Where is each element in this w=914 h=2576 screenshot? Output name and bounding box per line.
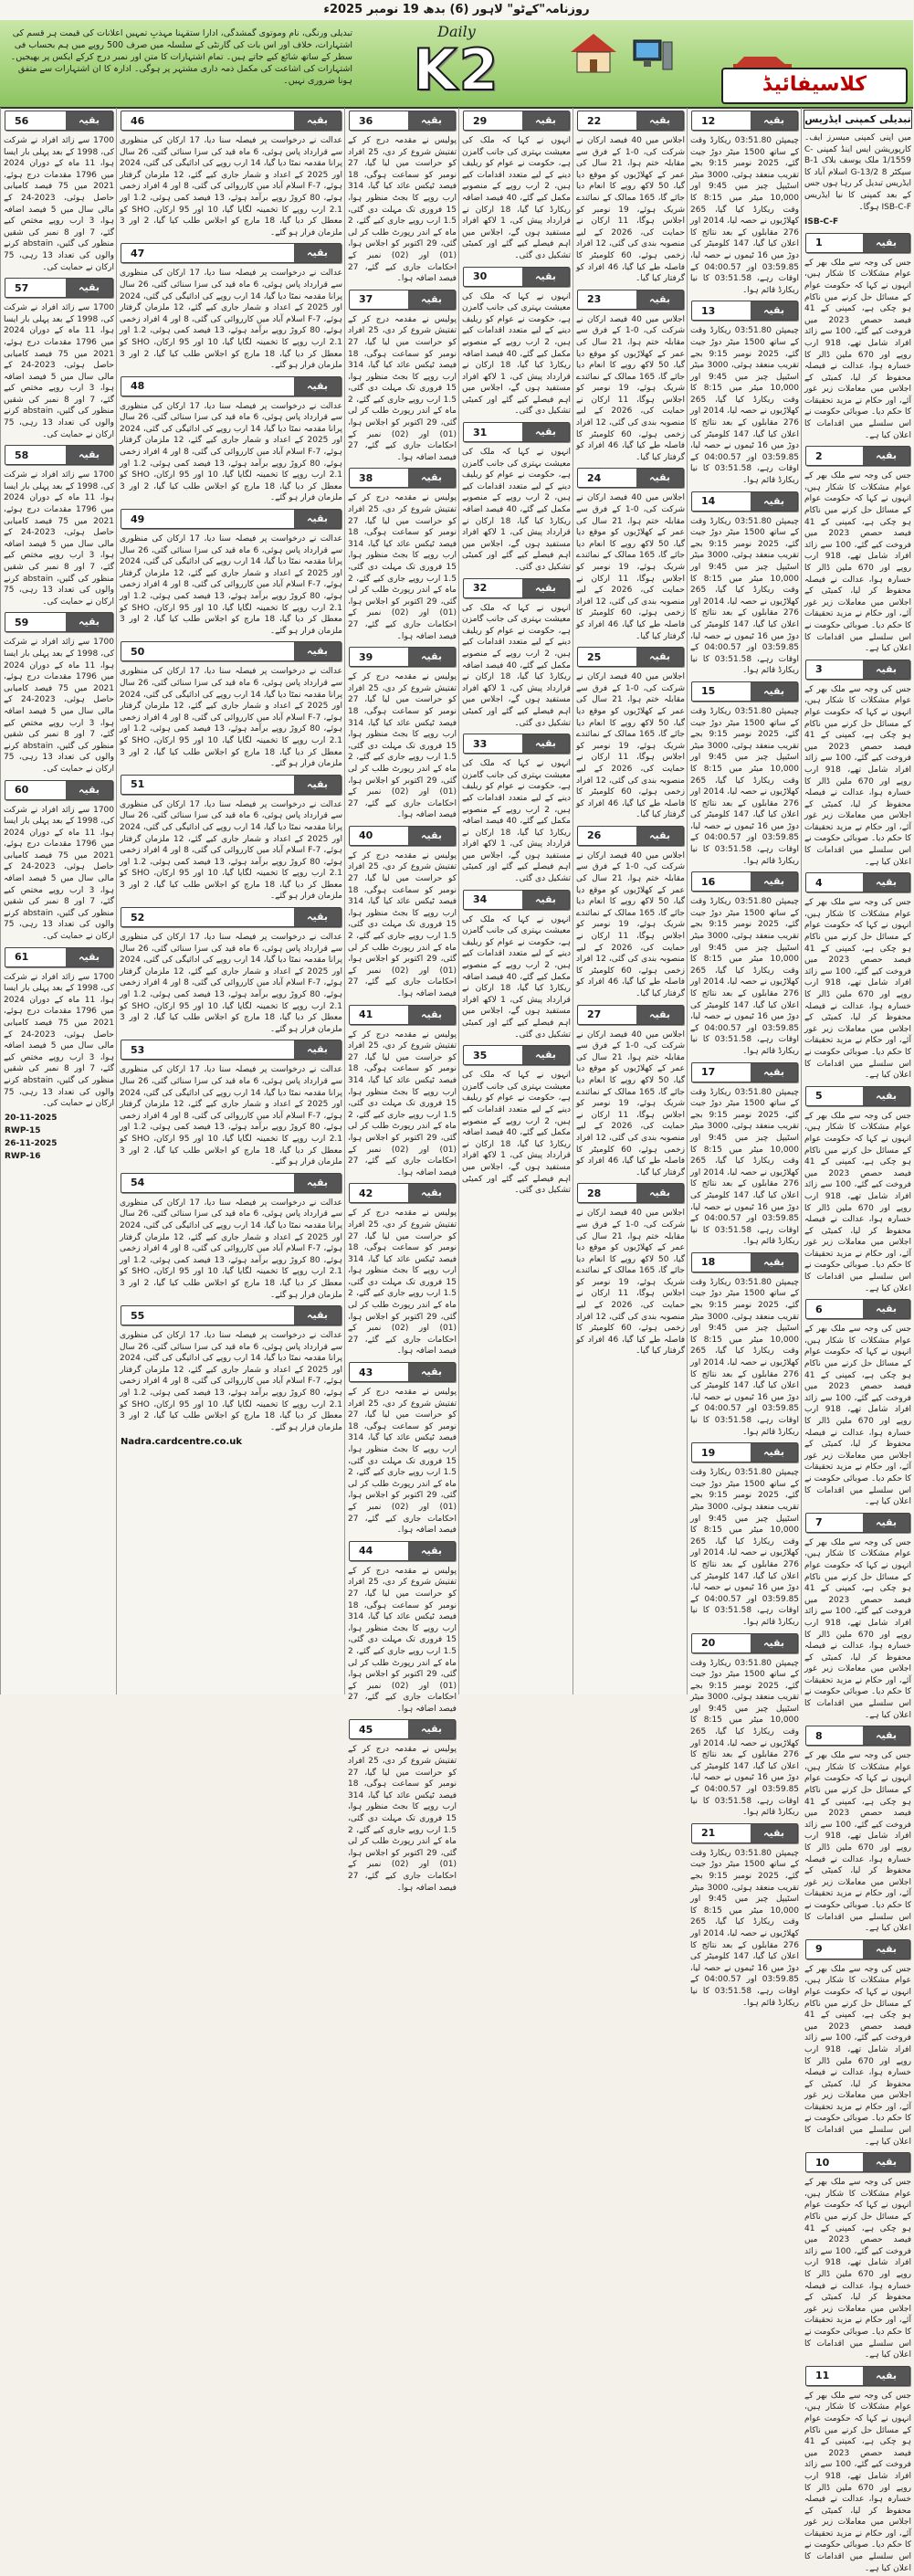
bqiya-number: 36 — [359, 114, 373, 127]
bqiya-box-15 — [691, 681, 798, 702]
bqiya-number: 31 — [473, 426, 488, 438]
article-text: انہوں نے کہا کہ ملک کی معیشت بہتری کی جانب گامزن ہے، حکومت نے عوام کو ریلیف دینے کے لیے متعدد اقدامات کیے ہیں، 2 ارب روپے کے منصوبے مکمل کیے گئے، 40 فیصد اضافہ ریکارڈ کیا گیا، 18 ارکان نے قرارداد پیش کی، 1 لاکھ افراد مستفید ہوں گے، اجلاس میں اہم فیصلے کیے گئے اور کمیٹی تشکیل دی گئی۔ — [462, 448, 572, 572]
bqiya-label: بقیہ — [522, 1046, 569, 1064]
bqiya-box-56 — [5, 111, 113, 131]
address-code: ISB-C-F — [804, 217, 839, 227]
bqiya-number: 32 — [473, 582, 488, 595]
bqiya-box-19 — [691, 1442, 798, 1462]
column-4 — [458, 108, 573, 1694]
bqiya-box-40 — [349, 826, 456, 846]
dateline: روزنامہ"کےٹو" لاہور (6) بدھ 19 نومبر 2025ء — [323, 3, 590, 16]
bqiya-box-46 — [121, 111, 341, 131]
bqiya-box-2 — [805, 446, 910, 466]
bqiya-number: 37 — [359, 293, 373, 306]
article-text: پولیس نے مقدمہ درج کر کے تفتیش شروع کر دی، 25 افراد کو حراست میں لیا گیا، 27 نومبر کو سماعت ہوگی، 18 فیصد ٹیکس عائد کیا گیا، 314 ارب روپے کا بجٹ منظور ہوا، 15 فروری تک مہلت دی گئی، 1.5 ارب روپے جاری کیے گئے، 2 ماہ کے اندر رپورٹ طلب کر لی گئی، 29 اکتوبر کو اجلاس ہوا، (01) اور (02) نمبر کے احکامات جاری کیے گئے، 27 فیصد اضافہ ہوا۔ — [348, 1566, 457, 1714]
bqiya-box-35 — [463, 1045, 570, 1065]
article-text: انہوں نے کہا کہ ملک کی معیشت بہتری کی جانب گامزن ہے، حکومت نے عوام کو ریلیف دینے کے لیے متعدد اقدامات کیے ہیں، 2 ارب روپے کے منصوبے مکمل کیے گئے، 40 فیصد اضافہ ریکارڈ کیا گیا، 18 ارکان نے قرارداد پیش کی، 1 لاکھ افراد مستفید ہوں گے، اجلاس میں اہم فیصلے کیے گئے اور کمیٹی تشکیل دی گئی۔ — [462, 1071, 572, 1196]
bqiya-label: بقیہ — [522, 111, 569, 130]
bqiya-box-59 — [5, 612, 113, 632]
article-text: چیمپئن 03:51.80 ریکارڈ وقت کے ساتھ 1500 میٹر دوڑ جیت گئے، 2025 نومبر 9:15 بجے تقریب منعقد ہوئی، 3000 میٹر اسٹیپل چیز میں 9:45 اور 10,000 میٹر میں 8:15 کا وقت ریکارڈ کیا گیا، 265 کھلاڑیوں نے حصہ لیا، 2014 اور 276 مقابلوں کے بعد نتائج کا اعلان کیا گیا، 147 کلومیٹر کی دوڑ میں 16 ٹیموں نے حصہ لیا، 03:59.85 اور 04:00.57 کے اوقات رہے، 03:51.58 کا نیا ریکارڈ قائم ہوا۔ — [690, 1848, 800, 2008]
article-text: پولیس نے مقدمہ درج کر کے تفتیش شروع کر دی، 25 افراد کو حراست میں لیا گیا، 27 نومبر کو سماعت ہوگی، 18 فیصد ٹیکس عائد کیا گیا، 314 ارب روپے کا بجٹ منظور ہوا، 15 فروری تک مہلت دی گئی، 1.5 ارب روپے جاری کیے گئے، 2 ماہ کے اندر رپورٹ طلب کر لی گئی، 29 اکتوبر کو اجلاس ہوا، (01) اور (02) نمبر کے احکامات جاری کیے گئے، 27 فیصد اضافہ ہوا۔ — [348, 314, 457, 462]
article-text: جس کی وجہ سے ملک بھر کے عوام مشکلات کا شکار ہیں، انہوں نے کہا کہ حکومت عوام کے مسائل حل کرنے میں ناکام ہو چکی ہے، کمپنی کے 41 فیصد حصص 2023 میں فروخت کیے گئے، 100 سے زائد افراد شامل تھے، 918 ارب روپے اور 670 ملین ڈالر کا خسارہ ہوا، عدالت نے فیصلہ محفوظ کر لیا، کمیٹی کے اجلاس میں معاملات زیر غور آئے، اور حکام نے مزید تحقیقات کا حکم دیا۔ صوبائی حکومت نے اس سلسلے میں اقدامات کا اعلان کیا ہے۔ — [804, 2178, 911, 2360]
article-text: جس کی وجہ سے ملک بھر کے عوام مشکلات کا شکار ہیں، انہوں نے کہا کہ حکومت عوام کے مسائل حل کرنے میں ناکام ہو چکی ہے، کمپنی کے 41 فیصد حصص 2023 میں فروخت کیے گئے، 100 سے زائد افراد شامل تھے، 918 ارب روپے اور 670 ملین ڈالر کا خسارہ ہوا، عدالت نے فیصلہ محفوظ کر لیا، کمیٹی کے اجلاس میں معاملات زیر غور آئے، اور حکام نے مزید تحقیقات کا حکم دیا۔ صوبائی حکومت نے اس سلسلے میں اقدامات کا اعلان کیا ہے۔ — [804, 684, 911, 867]
bqiya-number: 30 — [473, 270, 488, 283]
bqiya-box-28 — [577, 1183, 684, 1203]
bqiya-label: بقیہ — [294, 244, 341, 262]
bqiya-label: بقیہ — [408, 648, 455, 666]
bqiya-label: بقیہ — [294, 1306, 341, 1325]
bqiya-label: بقیہ — [294, 908, 341, 926]
bqiya-label: بقیہ — [863, 447, 909, 465]
bqiya-label: بقیہ — [294, 642, 341, 660]
bqiya-box-27 — [577, 1005, 684, 1025]
bqiya-box-16 — [691, 871, 798, 892]
bqiya-box-5 — [805, 1086, 910, 1106]
masthead-name: K2 — [413, 37, 500, 103]
address-change-title: تبدیلی کمپنی ایڈریس — [804, 110, 912, 129]
article-text: عدالت نے درخواست پر فیصلہ سنا دیا، 17 ارکان کی منظوری سے قرارداد پاس ہوئی، 6 ماہ قید کی سزا سنائی گئی، 26 سال پرانا مقدمہ نمٹا دیا گیا، 14 ارب روپے کی ادائیگی کی گئی، 2024 اور 2025 کے اعداد و شمار جاری کیے گئے، 12 ملزمان گرفتار ہوئے، F-7 اسلام آباد میں کارروائی کی گئی، 8 اور 4 افراد زخمی ہوئے، 80 کروڑ روپے برآمد ہوئے، 13 فیصد کمی ہوئی، 1.2 اور 2.1 ارب روپے کا تخمینہ لگایا گیا، 10 اور 95 ارکان، SHO کو معطل کر دیا گیا، 18 مارچ کو اجلاس طلب کیا گیا، 2 اور 3 ملزمان فرار ہو گئے۔ — [120, 1065, 343, 1167]
bqiya-label: بقیہ — [751, 1063, 797, 1082]
column-1-body — [802, 233, 914, 2576]
bqiya-box-13 — [691, 301, 798, 321]
bqiya-box-58 — [5, 445, 113, 465]
bqiya-label: بقیہ — [751, 1443, 797, 1462]
bqiya-box-48 — [121, 376, 341, 396]
bqiya-number: 49 — [131, 512, 145, 525]
computer-icon — [630, 37, 676, 78]
bqiya-box-20 — [691, 1633, 798, 1653]
article-text: عدالت نے درخواست پر فیصلہ سنا دیا، 17 ارکان کی منظوری سے قرارداد پاس ہوئی، 6 ماہ قید کی سزا سنائی گئی، 26 سال پرانا مقدمہ نمٹا دیا گیا، 14 ارب روپے کی ادائیگی کی گئی، 2024 اور 2025 کے اعداد و شمار جاری کیے گئے، 12 ملزمان گرفتار ہوئے، F-7 اسلام آباد میں کارروائی کی گئی، 8 اور 4 افراد زخمی ہوئے، 80 کروڑ روپے برآمد ہوئے، 13 فیصد کمی ہوئی، 1.2 اور 2.1 ارب روپے کا تخمینہ لگایا گیا، 10 اور 95 ارکان، SHO کو معطل کر دیا گیا، 18 مارچ کو اجلاس طلب کیا گیا، 2 اور 3 ملزمان فرار ہو گئے۔ — [120, 933, 343, 1034]
column-7 — [0, 108, 117, 1694]
article-text: چیمپئن 03:51.80 ریکارڈ وقت کے ساتھ 1500 میٹر دوڑ جیت گئے، 2025 نومبر 9:15 بجے تقریب منعقد ہوئی، 3000 میٹر اسٹیپل چیز میں 9:45 اور 10,000 میٹر میں 8:15 کا وقت ریکارڈ کیا گیا، 265 کھلاڑیوں نے حصہ لیا، 2014 اور 276 مقابلوں کے بعد نتائج کا اعلان کیا گیا، 147 کلومیٹر کی دوڑ میں 16 ٹیموں نے حصہ لیا، 03:59.85 اور 04:00.57 کے اوقات رہے، 03:51.58 کا نیا ریکارڈ قائم ہوا۔ — [690, 1658, 800, 1818]
article-text: انہوں نے کہا کہ ملک کی معیشت بہتری کی جانب گامزن ہے، حکومت نے عوام کو ریلیف دینے کے لیے متعدد اقدامات کیے ہیں، 2 ارب روپے کے منصوبے مکمل کیے گئے، 40 فیصد اضافہ ریکارڈ کیا گیا، 18 ارکان نے قرارداد پیش کی، 1 لاکھ افراد مستفید ہوں گے، اجلاس میں اہم فیصلے کیے گئے اور کمیٹی تشکیل دی گئی۔ — [462, 914, 572, 1040]
bqiya-box-23 — [577, 290, 684, 310]
bqiya-number: 38 — [359, 471, 373, 484]
bqiya-number: 3 — [815, 663, 823, 676]
bqiya-box-49 — [121, 509, 341, 529]
bqiya-number: 29 — [473, 114, 488, 127]
article-text: جس کی وجہ سے ملک بھر کے عوام مشکلات کا شکار ہیں، انہوں نے کہا کہ حکومت عوام کے مسائل حل کرنے میں ناکام ہو چکی ہے، کمپنی کے 41 فیصد حصص 2023 میں فروخت کیے گئے، 100 سے زائد افراد شامل تھے، 918 ارب روپے اور 670 ملین ڈالر کا خسارہ ہوا، عدالت نے فیصلہ محفوظ کر لیا، کمیٹی کے اجلاس میں معاملات زیر غور آئے، اور حکام نے مزید تحقیقات کا حکم دیا۔ صوبائی حکومت نے اس سلسلے میں اقدامات کا اعلان کیا ہے۔ — [804, 471, 911, 654]
bqiya-number: 25 — [587, 650, 602, 663]
article-text: اجلاس میں 40 فیصد ارکان نے شرکت کی، 0-1 کے فرق سے مقابلہ ختم ہوا، 21 سال کی عمر کے کھلاڑیوں کو موقع دیا گیا، 50 لاکھ روپے کا انعام دیا جائے گا، 165 ممالک کے نمائندے شریک ہوئے، 19 نومبر کو اجلاس ہوگا، 11 ارکان نے حمایت کی، 2026 کے لیے منصوبہ بندی کی گئی، 12 افراد زخمی ہوئے، 60 کلومیٹر کا فاصلہ طے کیا گیا، 46 افراد کو گرفتار کیا گیا۔ — [576, 672, 686, 820]
bqiya-label: بقیہ — [522, 891, 569, 909]
bqiya-number: 6 — [815, 1303, 823, 1315]
k2-logo — [383, 24, 530, 104]
article-text: اجلاس میں 40 فیصد ارکان نے شرکت کی، 0-1 کے فرق سے مقابلہ ختم ہوا، 21 سال کی عمر کے کھلاڑیوں کو موقع دیا گیا، 50 لاکھ روپے کا انعام دیا جائے گا، 165 ممالک کے نمائندے شریک ہوئے، 19 نومبر کو اجلاس ہوگا، 11 ارکان نے حمایت کی، 2026 کے لیے منصوبہ بندی کی گئی، 12 افراد زخمی ہوئے، 60 کلومیٹر کا فاصلہ طے کیا گیا، 46 افراد کو گرفتار کیا گیا۔ — [576, 136, 686, 284]
bqiya-number: 8 — [815, 1729, 823, 1742]
column-5-body — [345, 111, 459, 1895]
article-text: اجلاس میں 40 فیصد ارکان نے شرکت کی، 0-1 کے فرق سے مقابلہ ختم ہوا، 21 سال کی عمر کے کھلاڑیوں کو موقع دیا گیا، 50 لاکھ روپے کا انعام دیا جائے گا، 165 ممالک کے نمائندے شریک ہوئے، 19 نومبر کو اجلاس ہوگا، 11 ارکان نے حمایت کی، 2026 کے لیے منصوبہ بندی کی گئی، 12 افراد زخمی ہوئے، 60 کلومیٹر کا فاصلہ طے کیا گیا، 46 افراد کو گرفتار کیا گیا۔ — [576, 1209, 686, 1357]
column-6-body — [117, 111, 345, 1435]
bqiya-number: 23 — [587, 293, 602, 306]
bqiya-label: بقیہ — [751, 1253, 797, 1272]
bqiya-label: بقیہ — [408, 469, 455, 487]
article-text: جس کی وجہ سے ملک بھر کے عوام مشکلات کا شکار ہیں، انہوں نے کہا کہ حکومت عوام کے مسائل حل کرنے میں ناکام ہو چکی ہے، کمپنی کے 41 فیصد حصص 2023 میں فروخت کیے گئے، 100 سے زائد افراد شامل تھے، 918 ارب روپے اور 670 ملین ڈالر کا خسارہ ہوا، عدالت نے فیصلہ محفوظ کر لیا، کمیٹی کے اجلاس میں معاملات زیر غور آئے، اور حکام نے مزید تحقیقات کا حکم دیا۔ صوبائی حکومت نے اس سلسلے میں اقدامات کا اعلان کیا ہے۔ — [804, 898, 911, 1081]
article-text: جس کی وجہ سے ملک بھر کے عوام مشکلات کا شکار ہیں، انہوں نے کہا کہ حکومت عوام کے مسائل حل کرنے میں ناکام ہو چکی ہے، کمپنی کے 41 فیصد حصص 2023 میں فروخت کیے گئے، 100 سے زائد افراد شامل تھے، 918 ارب روپے اور 670 ملین ڈالر کا خسارہ ہوا، عدالت نے فیصلہ محفوظ کر لیا، کمیٹی کے اجلاس میں معاملات زیر غور آئے، اور حکام نے مزید تحقیقات کا حکم دیا۔ صوبائی حکومت نے اس سلسلے میں اقدامات کا اعلان کیا ہے۔ — [804, 1751, 911, 1934]
article-text: پولیس نے مقدمہ درج کر کے تفتیش شروع کر دی، 25 افراد کو حراست میں لیا گیا، 27 نومبر کو سماعت ہوگی، 18 فیصد ٹیکس عائد کیا گیا، 314 ارب روپے کا بجٹ منظور ہوا، 15 فروری تک مہلت دی گئی، 1.5 ارب روپے جاری کیے گئے، 2 ماہ کے اندر رپورٹ طلب کر لی گئی، 29 اکتوبر کو اجلاس ہوا، (01) اور (02) نمبر کے احکامات جاری کیے گئے، 27 فیصد اضافہ ہوا۔ — [348, 672, 457, 820]
bqiya-box-36 — [349, 111, 456, 131]
bqiya-label: بقیہ — [294, 1040, 341, 1059]
bqiya-label: بقیہ — [636, 827, 683, 845]
bqiya-label: بقیہ — [636, 648, 683, 666]
bqiya-number: 52 — [131, 911, 145, 924]
footer-date-2: 26-11-2025 — [5, 1138, 58, 1148]
article-text: جس کی وجہ سے ملک بھر کے عوام مشکلات کا شکار ہیں، انہوں نے کہا کہ حکومت عوام کے مسائل حل کرنے میں ناکام ہو چکی ہے، کمپنی کے 41 فیصد حصص 2023 میں فروخت کیے گئے، 100 سے زائد افراد شامل تھے، 918 ارب روپے اور 670 ملین ڈالر کا خسارہ ہوا، عدالت نے فیصلہ محفوظ کر لیا، کمیٹی کے اجلاس میں معاملات زیر غور آئے، اور حکام نے مزید تحقیقات کا حکم دیا۔ صوبائی حکومت نے اس سلسلے میں اقدامات کا اعلان کیا ہے۔ — [804, 1325, 911, 1507]
bqiya-number: 21 — [701, 1827, 716, 1840]
bqiya-number: 40 — [359, 829, 373, 842]
bqiya-box-18 — [691, 1252, 798, 1272]
bqiya-number: 26 — [587, 829, 602, 842]
bqiya-number: 24 — [587, 471, 602, 484]
bqiya-number: 54 — [131, 1177, 145, 1189]
article-text: پولیس نے مقدمہ درج کر کے تفتیش شروع کر دی، 25 افراد کو حراست میں لیا گیا، 27 نومبر کو سماعت ہوگی، 18 فیصد ٹیکس عائد کیا گیا، 314 ارب روپے کا بجٹ منظور ہوا، 15 فروری تک مہلت دی گئی، 1.5 ارب روپے جاری کیے گئے، 2 ماہ کے اندر رپورٹ طلب کر لی گئی، 29 اکتوبر کو اجلاس ہوا، (01) اور (02) نمبر کے احکامات جاری کیے گئے، 27 فیصد اضافہ ہوا۔ — [348, 850, 457, 998]
bqiya-box-12 — [691, 111, 798, 131]
bqiya-number: 42 — [359, 1187, 373, 1199]
bqiya-number: 43 — [359, 1366, 373, 1378]
bqiya-number: 12 — [701, 114, 716, 127]
bqiya-label: بقیہ — [408, 1184, 455, 1202]
bqiya-label: بقیہ — [636, 111, 683, 130]
bqiya-box-39 — [349, 647, 456, 667]
house-icon — [566, 29, 621, 75]
bqiya-label: بقیہ — [636, 290, 683, 309]
bqiya-number: 60 — [15, 784, 29, 796]
column-3 — [573, 108, 688, 1694]
bqiya-label: بقیہ — [408, 111, 455, 130]
bqiya-number: 59 — [15, 616, 29, 628]
article-text: 1700 سے زائد افراد نے شرکت کی، 1998 کے بعد پہلی بار ایسا ہوا، 11 ماہ کے دوران 2024 میں 1796 مقدمات درج ہوئے، 2021 میں 75 فیصد کامیابی حاصل ہوئی، 2023-24 کے مالی سال میں 5 فیصد اضافہ ہوا، 3 ارب روپے مختص کیے گئے، 7 اور 8 نمبر کی شقیں منظور کی گئیں، abstain کرنے والوں کی تعداد 13 رہی، 75 ارکان نے حمایت کی۔ — [4, 638, 115, 774]
bqiya-number: 1 — [815, 237, 823, 249]
article-text: پولیس نے مقدمہ درج کر کے تفتیش شروع کر دی، 25 افراد کو حراست میں لیا گیا، 27 نومبر کو سماعت ہوگی، 18 فیصد ٹیکس عائد کیا گیا، 314 ارب روپے کا بجٹ منظور ہوا، 15 فروری تک مہلت دی گئی، 1.5 ارب روپے جاری کیے گئے، 2 ماہ کے اندر رپورٹ طلب کر لی گئی، 29 اکتوبر کو اجلاس ہوا، (01) اور (02) نمبر کے احکامات جاری کیے گئے، 27 فیصد اضافہ ہوا۔ — [348, 1388, 457, 1536]
bqiya-label: بقیہ — [863, 1514, 909, 1532]
bqiya-label: بقیہ — [408, 1006, 455, 1024]
bqiya-number: 7 — [815, 1516, 823, 1529]
bqiya-box-22 — [577, 111, 684, 131]
bqiya-box-4 — [805, 872, 910, 892]
bqiya-box-38 — [349, 468, 456, 488]
article-text: انہوں نے کہا کہ ملک کی معیشت بہتری کی جانب گامزن ہے، حکومت نے عوام کو ریلیف دینے کے لیے متعدد اقدامات کیے ہیں، 2 ارب روپے کے منصوبے مکمل کیے گئے، 40 فیصد اضافہ ریکارڈ کیا گیا، 18 ارکان نے قرارداد پیش کی، 1 لاکھ افراد مستفید ہوں گے، اجلاس میں اہم فیصلے کیے گئے اور کمیٹی تشکیل دی گئی۔ — [462, 759, 572, 884]
article-text: جس کی وجہ سے ملک بھر کے عوام مشکلات کا شکار ہیں، انہوں نے کہا کہ حکومت عوام کے مسائل حل کرنے میں ناکام ہو چکی ہے، کمپنی کے 41 فیصد حصص 2023 میں فروخت کیے گئے، 100 سے زائد افراد شامل تھے، 918 ارب روپے اور 670 ملین ڈالر کا خسارہ ہوا، عدالت نے فیصلہ محفوظ کر لیا، کمیٹی کے اجلاس میں معاملات زیر غور آئے، اور حکام نے مزید تحقیقات کا حکم دیا۔ صوبائی حکومت نے اس سلسلے میں اقدامات کا اعلان کیا ہے۔ — [804, 2391, 911, 2573]
bqiya-box-41 — [349, 1005, 456, 1025]
bqiya-box-14 — [691, 491, 798, 512]
article-text: جس کی وجہ سے ملک بھر کے عوام مشکلات کا شکار ہیں، انہوں نے کہا کہ حکومت عوام کے مسائل حل کرنے میں ناکام ہو چکی ہے، کمپنی کے 41 فیصد حصص 2023 میں فروخت کیے گئے، 100 سے زائد افراد شامل تھے، 918 ارب روپے اور 670 ملین ڈالر کا خسارہ ہوا، عدالت نے فیصلہ محفوظ کر لیا، کمیٹی کے اجلاس میں معاملات زیر غور آئے، اور حکام نے مزید تحقیقات کا حکم دیا۔ صوبائی حکومت نے اس سلسلے میں اقدامات کا اعلان کیا ہے۔ — [804, 1111, 911, 1293]
columns-area — [0, 108, 913, 2573]
bqiya-label: بقیہ — [751, 682, 797, 701]
bqiya-number: 56 — [15, 114, 29, 127]
article-text: عدالت نے درخواست پر فیصلہ سنا دیا، 17 ارکان کی منظوری سے قرارداد پاس ہوئی، 6 ماہ قید کی سزا سنائی گئی، 26 سال پرانا مقدمہ نمٹا دیا گیا، 14 ارب روپے کی ادائیگی کی گئی، 2024 اور 2025 کے اعداد و شمار جاری کیے گئے، 12 ملزمان گرفتار ہوئے، F-7 اسلام آباد میں کارروائی کی گئی، 8 اور 4 افراد زخمی ہوئے، 80 کروڑ روپے برآمد ہوئے، 13 فیصد کمی ہوئی، 1.2 اور 2.1 ارب روپے کا تخمینہ لگایا گیا، 10 اور 95 ارکان، SHO کو معطل کر دیا گیا، 18 مارچ کو اجلاس طلب کیا گیا، 2 اور 3 ملزمان فرار ہو گئے۔ — [120, 136, 343, 238]
bqiya-box-3 — [805, 660, 910, 680]
bqiya-label: بقیہ — [751, 111, 797, 130]
bqiya-number: 5 — [815, 1090, 823, 1103]
column-4-body — [459, 111, 573, 1198]
bqiya-number: 57 — [15, 281, 29, 294]
bqiya-label: بقیہ — [66, 948, 112, 966]
article-text: پولیس نے مقدمہ درج کر کے تفتیش شروع کر دی، 25 افراد کو حراست میں لیا گیا، 27 نومبر کو سماعت ہوگی، 18 فیصد ٹیکس عائد کیا گیا، 314 ارب روپے کا بجٹ منظور ہوا، 15 فروری تک مہلت دی گئی، 1.5 ارب روپے جاری کیے گئے، 2 ماہ کے اندر رپورٹ طلب کر لی گئی، 29 اکتوبر کو اجلاس ہوا، (01) اور (02) نمبر کے احکامات جاری کیے گئے، 27 فیصد اضافہ ہوا۔ — [348, 1745, 457, 1893]
bqiya-number: 51 — [131, 778, 145, 791]
bqiya-label: بقیہ — [408, 1363, 455, 1381]
bqiya-label: بقیہ — [863, 2367, 909, 2385]
column-6 — [116, 108, 345, 1694]
column-5 — [344, 108, 459, 1893]
bqiya-number: 44 — [359, 1545, 373, 1557]
bqiya-box-10 — [805, 2152, 910, 2172]
bqiya-label: بقیہ — [863, 1300, 909, 1318]
bqiya-number: 11 — [815, 2370, 830, 2382]
bqiya-label: بقیہ — [408, 827, 455, 845]
bqiya-number: 22 — [587, 114, 602, 127]
bqiya-box-34 — [463, 890, 570, 910]
bqiya-box-9 — [805, 1939, 910, 1959]
bqiya-box-42 — [349, 1183, 456, 1203]
article-text: عدالت نے درخواست پر فیصلہ سنا دیا، 17 ارکان کی منظوری سے قرارداد پاس ہوئی، 6 ماہ قید کی سزا سنائی گئی، 26 سال پرانا مقدمہ نمٹا دیا گیا، 14 ارب روپے کی ادائیگی کی گئی، 2024 اور 2025 کے اعداد و شمار جاری کیے گئے، 12 ملزمان گرفتار ہوئے، F-7 اسلام آباد میں کارروائی کی گئی، 8 اور 4 افراد زخمی ہوئے، 80 کروڑ روپے برآمد ہوئے، 13 فیصد کمی ہوئی، 1.2 اور 2.1 ارب روپے کا تخمینہ لگایا گیا، 10 اور 95 ارکان، SHO کو معطل کر دیا گیا، 18 مارچ کو اجلاس طلب کیا گیا، 2 اور 3 ملزمان فرار ہو گئے۔ — [120, 1331, 343, 1432]
article-text: عدالت نے درخواست پر فیصلہ سنا دیا، 17 ارکان کی منظوری سے قرارداد پاس ہوئی، 6 ماہ قید کی سزا سنائی گئی، 26 سال پرانا مقدمہ نمٹا دیا گیا، 14 ارب روپے کی ادائیگی کی گئی، 2024 اور 2025 کے اعداد و شمار جاری کیے گئے، 12 ملزمان گرفتار ہوئے، F-7 اسلام آباد میں کارروائی کی گئی، 8 اور 4 افراد زخمی ہوئے، 80 کروڑ روپے برآمد ہوئے، 13 فیصد کمی ہوئی، 1.2 اور 2.1 ارب روپے کا تخمینہ لگایا گیا، 10 اور 95 ارکان، SHO کو معطل کر دیا گیا، 18 مارچ کو اجلاس طلب کیا گیا، 2 اور 3 ملزمان فرار ہو گئے۔ — [120, 401, 343, 503]
article-text: اجلاس میں 40 فیصد ارکان نے شرکت کی، 0-1 کے فرق سے مقابلہ ختم ہوا، 21 سال کی عمر کے کھلاڑیوں کو موقع دیا گیا، 50 لاکھ روپے کا انعام دیا جائے گا، 165 ممالک کے نمائندے شریک ہوئے، 19 نومبر کو اجلاس ہوگا، 11 ارکان نے حمایت کی، 2026 کے لیے منصوبہ بندی کی گئی، 12 افراد زخمی ہوئے، 60 کلومیٹر کا فاصلہ طے کیا گیا، 46 افراد کو گرفتار کیا گیا۔ — [576, 1029, 686, 1177]
bqiya-label: بقیہ — [522, 268, 569, 286]
footer-notice-2: RWP-16 — [5, 1151, 41, 1161]
bqiya-box-54 — [121, 1173, 341, 1193]
bqiya-box-37 — [349, 290, 456, 310]
bqiya-label: بقیہ — [751, 872, 797, 891]
bqiya-number: 17 — [701, 1066, 716, 1079]
column-2 — [687, 108, 802, 2008]
bqiya-number: 2 — [815, 449, 823, 462]
article-text: انہوں نے کہا کہ ملک کی معیشت بہتری کی جانب گامزن ہے، حکومت نے عوام کو ریلیف دینے کے لیے متعدد اقدامات کیے ہیں، 2 ارب روپے کے منصوبے مکمل کیے گئے، 40 فیصد اضافہ ریکارڈ کیا گیا، 18 ارکان نے قرارداد پیش کی، 1 لاکھ افراد مستفید ہوں گے، اجلاس میں اہم فیصلے کیے گئے اور کمیٹی تشکیل دی گئی۔ — [462, 291, 572, 417]
bqiya-number: 18 — [701, 1256, 716, 1269]
bqiya-label: بقیہ — [751, 1634, 797, 1652]
bqiya-box-55 — [121, 1305, 341, 1325]
bqiya-label: بقیہ — [294, 776, 341, 794]
bqiya-number: 10 — [815, 2156, 830, 2169]
bqiya-number: 53 — [131, 1043, 145, 1056]
column-1 — [801, 108, 914, 2573]
article-text: 1700 سے زائد افراد نے شرکت کی، 1998 کے بعد پہلی بار ایسا ہوا، 11 ماہ کے دوران 2024 میں 1796 مقدمات درج ہوئے، 2021 میں 75 فیصد کامیابی حاصل ہوئی، 2023-24 کے مالی سال میں 5 فیصد اضافہ ہوا، 3 ارب روپے مختص کیے گئے، 7 اور 8 نمبر کی شقیں منظور کی گئیں، abstain کرنے والوں کی تعداد 13 رہی، 75 ارکان نے حمایت کی۔ — [4, 303, 115, 439]
bqiya-box-43 — [349, 1362, 456, 1382]
article-text: چیمپئن 03:51.80 ریکارڈ وقت کے ساتھ 1500 میٹر دوڑ جیت گئے، 2025 نومبر 9:15 بجے تقریب منعقد ہوئی، 3000 میٹر اسٹیپل چیز میں 9:45 اور 10,000 میٹر میں 8:15 کا وقت ریکارڈ کیا گیا، 265 کھلاڑیوں نے حصہ لیا، 2014 اور 276 مقابلوں کے بعد نتائج کا اعلان کیا گیا، 147 کلومیٹر کی دوڑ میں 16 ٹیموں نے حصہ لیا، 03:59.85 اور 04:00.57 کے اوقات رہے، 03:51.58 کا نیا ریکارڈ قائم ہوا۔ — [690, 706, 800, 866]
bqiya-label: بقیہ — [522, 423, 569, 441]
bqiya-box-30 — [463, 267, 570, 287]
bqiya-number: 41 — [359, 1008, 373, 1021]
footer-notice-1: RWP-15 — [5, 1125, 41, 1135]
bqiya-box-53 — [121, 1040, 341, 1060]
bqiya-box-29 — [463, 111, 570, 131]
bqiya-label: بقیہ — [636, 469, 683, 487]
bqiya-box-31 — [463, 422, 570, 442]
article-text: عدالت نے درخواست پر فیصلہ سنا دیا، 17 ارکان کی منظوری سے قرارداد پاس ہوئی، 6 ماہ قید کی سزا سنائی گئی، 26 سال پرانا مقدمہ نمٹا دیا گیا، 14 ارب روپے کی ادائیگی کی گئی، 2024 اور 2025 کے اعداد و شمار جاری کیے گئے، 12 ملزمان گرفتار ہوئے، F-7 اسلام آباد میں کارروائی کی گئی، 8 اور 4 افراد زخمی ہوئے، 80 کروڑ روپے برآمد ہوئے، 13 فیصد کمی ہوئی، 1.2 اور 2.1 ارب روپے کا تخمینہ لگایا گیا، 10 اور 95 ارکان، SHO کو معطل کر دیا گیا، 18 مارچ کو اجلاس طلب کیا گیا، 2 اور 3 ملزمان فرار ہو گئے۔ — [120, 667, 343, 769]
bqiya-box-25 — [577, 647, 684, 667]
bqiya-label: بقیہ — [751, 492, 797, 511]
bqiya-box-6 — [805, 1299, 910, 1319]
bqiya-label: بقیہ — [751, 1824, 797, 1842]
bqiya-box-45 — [349, 1719, 456, 1739]
bqiya-label: بقیہ — [294, 510, 341, 528]
bqiya-number: 19 — [701, 1446, 716, 1459]
bqiya-number: 13 — [701, 304, 716, 317]
bqiya-box-60 — [5, 780, 113, 800]
article-text: چیمپئن 03:51.80 ریکارڈ وقت کے ساتھ 1500 میٹر دوڑ جیت گئے، 2025 نومبر 9:15 بجے تقریب منعقد ہوئی، 3000 میٹر اسٹیپل چیز میں 9:45 اور 10,000 میٹر میں 8:15 کا وقت ریکارڈ کیا گیا، 265 کھلاڑیوں نے حصہ لیا، 2014 اور 276 مقابلوں کے بعد نتائج کا اعلان کیا گیا، 147 کلومیٹر کی دوڑ میں 16 ٹیموں نے حصہ لیا، 03:59.85 اور 04:00.57 کے اوقات رہے، 03:51.58 کا نیا ریکارڈ قائم ہوا۔ — [690, 516, 800, 676]
bqiya-box-17 — [691, 1062, 798, 1082]
bqiya-label: بقیہ — [863, 1726, 909, 1745]
bqiya-label: بقیہ — [408, 290, 455, 309]
article-text: چیمپئن 03:51.80 ریکارڈ وقت کے ساتھ 1500 میٹر دوڑ جیت گئے، 2025 نومبر 9:15 بجے تقریب منعقد ہوئی، 3000 میٹر اسٹیپل چیز میں 9:45 اور 10,000 میٹر میں 8:15 کا وقت ریکارڈ کیا گیا، 265 کھلاڑیوں نے حصہ لیا، 2014 اور 276 مقابلوں کے بعد نتائج کا اعلان کیا گیا، 147 کلومیٹر کی دوڑ میں 16 ٹیموں نے حصہ لیا، 03:59.85 اور 04:00.57 کے اوقات رہے، 03:51.58 کا نیا ریکارڈ قائم ہوا۔ — [690, 1277, 800, 1437]
classified-notice: تبدیلی ورنگی، نام وموتوی گمشدگی، ادارا ستقہنا مہذبِ تمہیں اعلانات کی قیمت ہر قسم کی اشتہارات، خلاف اور اس بات کی گارنٹی کے سلسلہ میں صرف 500 روپے میں ہم بحساب فی سطر کے ساتھ شائع کیے جاتے ہیں۔ تمام اشتہارات کا متن اور نمبر درج کرکے ایکس پر بھیجیں۔ اشتہارات کی اشاعت کی مکمل ذمہ داری مشتہر پر ہوگی۔ ادارہ کا ان اشتہارات سے متفق ہونا ضروری نہیں۔ — [10, 28, 352, 86]
article-text: جس کی وجہ سے ملک بھر کے عوام مشکلات کا شکار ہیں، انہوں نے کہا کہ حکومت عوام کے مسائل حل کرنے میں ناکام ہو چکی ہے، کمپنی کے 41 فیصد حصص 2023 میں فروخت کیے گئے، 100 سے زائد افراد شامل تھے، 918 ارب روپے اور 670 ملین ڈالر کا خسارہ ہوا، عدالت نے فیصلہ محفوظ کر لیا، کمیٹی کے اجلاس میں معاملات زیر غور آئے، اور حکام نے مزید تحقیقات کا حکم دیا۔ صوبائی حکومت نے اس سلسلے میں اقدامات کا اعلان کیا ہے۔ — [804, 1537, 911, 1720]
article-text: اجلاس میں 40 فیصد ارکان نے شرکت کی، 0-1 کے فرق سے مقابلہ ختم ہوا، 21 سال کی عمر کے کھلاڑیوں کو موقع دیا گیا، 50 لاکھ روپے کا انعام دیا جائے گا، 165 ممالک کے نمائندے شریک ہوئے، 19 نومبر کو اجلاس ہوگا، 11 ارکان نے حمایت کی، 2026 کے لیے منصوبہ بندی کی گئی، 12 افراد زخمی ہوئے، 60 کلومیٹر کا فاصلہ طے کیا گیا، 46 افراد کو گرفتار کیا گیا۔ — [576, 314, 686, 462]
bqiya-label: بقیہ — [294, 111, 341, 130]
bqiya-number: 9 — [815, 1943, 823, 1956]
bqiya-number: 45 — [359, 1723, 373, 1736]
bqiya-box-52 — [121, 907, 341, 927]
bqiya-number: 28 — [587, 1187, 602, 1199]
bqiya-box-61 — [5, 947, 113, 967]
bqiya-number: 20 — [701, 1637, 716, 1649]
bqiya-box-1 — [805, 233, 910, 253]
article-text: 1700 سے زائد افراد نے شرکت کی، 1998 کے بعد پہلی بار ایسا ہوا، 11 ماہ کے دوران 2024 میں 1796 مقدمات درج ہوئے، 2021 میں 75 فیصد کامیابی حاصل ہوئی، 2023-24 کے مالی سال میں 5 فیصد اضافہ ہوا، 3 ارب روپے مختص کیے گئے، 7 اور 8 نمبر کی شقیں منظور کی گئیں، abstain کرنے والوں کی تعداد 13 رہی، 75 ارکان نے حمایت کی۔ — [4, 972, 115, 1109]
bqiya-number: 34 — [473, 893, 488, 906]
bqiya-box-7 — [805, 1513, 910, 1533]
article-text: عدالت نے درخواست پر فیصلہ سنا دیا، 17 ارکان کی منظوری سے قرارداد پاس ہوئی، 6 ماہ قید کی سزا سنائی گئی، 26 سال پرانا مقدمہ نمٹا دیا گیا، 14 ارب روپے کی ادائیگی کی گئی، 2024 اور 2025 کے اعداد و شمار جاری کیے گئے، 12 ملزمان گرفتار ہوئے، F-7 اسلام آباد میں کارروائی کی گئی، 8 اور 4 افراد زخمی ہوئے، 80 کروڑ روپے برآمد ہوئے، 13 فیصد کمی ہوئی، 1.2 اور 2.1 ارب روپے کا تخمینہ لگایا گیا، 10 اور 95 ارکان، SHO کو معطل کر دیا گیا، 18 مارچ کو اجلاس طلب کیا گیا، 2 اور 3 ملزمان فرار ہو گئے۔ — [120, 269, 343, 371]
bqiya-label: بقیہ — [863, 1087, 909, 1105]
bqiya-number: 46 — [131, 114, 145, 127]
article-text: پولیس نے مقدمہ درج کر کے تفتیش شروع کر دی، 25 افراد کو حراست میں لیا گیا، 27 نومبر کو سماعت ہوگی، 18 فیصد ٹیکس عائد کیا گیا، 314 ارب روپے کا بجٹ منظور ہوا، 15 فروری تک مہلت دی گئی، 1.5 ارب روپے جاری کیے گئے، 2 ماہ کے اندر رپورٹ طلب کر لی گئی، 29 اکتوبر کو اجلاس ہوا، (01) اور (02) نمبر کے احکامات جاری کیے گئے، 27 فیصد اضافہ ہوا۔ — [348, 1029, 457, 1177]
bqiya-label: بقیہ — [66, 111, 112, 130]
article-text: عدالت نے درخواست پر فیصلہ سنا دیا، 17 ارکان کی منظوری سے قرارداد پاس ہوئی، 6 ماہ قید کی سزا سنائی گئی، 26 سال پرانا مقدمہ نمٹا دیا گیا، 14 ارب روپے کی ادائیگی کی گئی، 2024 اور 2025 کے اعداد و شمار جاری کیے گئے، 12 ملزمان گرفتار ہوئے، F-7 اسلام آباد میں کارروائی کی گئی، 8 اور 4 افراد زخمی ہوئے، 80 کروڑ روپے برآمد ہوئے، 13 فیصد کمی ہوئی، 1.2 اور 2.1 ارب روپے کا تخمینہ لگایا گیا، 10 اور 95 ارکان، SHO کو معطل کر دیا گیا، 18 مارچ کو اجلاس طلب کیا گیا، 2 اور 3 ملزمان فرار ہو گئے۔ — [120, 534, 343, 636]
article-text: چیمپئن 03:51.80 ریکارڈ وقت کے ساتھ 1500 میٹر دوڑ جیت گئے، 2025 نومبر 9:15 بجے تقریب منعقد ہوئی، 3000 میٹر اسٹیپل چیز میں 9:45 اور 10,000 میٹر میں 8:15 کا وقت ریکارڈ کیا گیا، 265 کھلاڑیوں نے حصہ لیا، 2014 اور 276 مقابلوں کے بعد نتائج کا اعلان کیا گیا، 147 کلومیٹر کی دوڑ میں 16 ٹیموں نے حصہ لیا، 03:59.85 اور 04:00.57 کے اوقات رہے، 03:51.58 کا نیا ریکارڈ قائم ہوا۔ — [690, 136, 800, 295]
bqiya-box-44 — [349, 1541, 456, 1561]
bqiya-number: 4 — [815, 876, 823, 889]
bqiya-box-32 — [463, 578, 570, 598]
bqiya-number: 39 — [359, 650, 373, 663]
bqiya-box-33 — [463, 734, 570, 754]
bqiya-label: بقیہ — [66, 446, 112, 464]
bqiya-label: بقیہ — [294, 1174, 341, 1192]
bqiya-number: 55 — [131, 1309, 145, 1322]
nadra-url: Nadra.cardcentre.co.uk — [121, 1437, 243, 1448]
bqiya-label: بقیہ — [863, 234, 909, 252]
bqiya-number: 61 — [15, 951, 29, 964]
bqiya-label: بقیہ — [294, 377, 341, 396]
bqiya-label: بقیہ — [751, 301, 797, 320]
bqiya-number: 33 — [473, 737, 488, 750]
article-text: پولیس نے مقدمہ درج کر کے تفتیش شروع کر دی، 25 افراد کو حراست میں لیا گیا، 27 نومبر کو سماعت ہوگی، 18 فیصد ٹیکس عائد کیا گیا، 314 ارب روپے کا بجٹ منظور ہوا، 15 فروری تک مہلت دی گئی، 1.5 ارب روپے جاری کیے گئے، 2 ماہ کے اندر رپورٹ طلب کر لی گئی، 29 اکتوبر کو اجلاس ہوا، (01) اور (02) نمبر کے احکامات جاری کیے گئے، 27 فیصد اضافہ ہوا۔ — [348, 1209, 457, 1357]
bqiya-number: 14 — [701, 495, 716, 508]
article-text: اجلاس میں 40 فیصد ارکان نے شرکت کی، 0-1 کے فرق سے مقابلہ ختم ہوا، 21 سال کی عمر کے کھلاڑیوں کو موقع دیا گیا، 50 لاکھ روپے کا انعام دیا جائے گا، 165 ممالک کے نمائندے شریک ہوئے، 19 نومبر کو اجلاس ہوگا، 11 ارکان نے حمایت کی، 2026 کے لیے منصوبہ بندی کی گئی، 12 افراد زخمی ہوئے، 60 کلومیٹر کا فاصلہ طے کیا گیا، 46 افراد کو گرفتار کیا گیا۔ — [576, 850, 686, 998]
article-text: 1700 سے زائد افراد نے شرکت کی، 1998 کے بعد پہلی بار ایسا ہوا، 11 ماہ کے دوران 2024 میں 1796 مقدمات درج ہوئے، 2021 میں 75 فیصد کامیابی حاصل ہوئی، 2023-24 کے مالی سال میں 5 فیصد اضافہ ہوا، 3 ارب روپے مختص کیے گئے، 7 اور 8 نمبر کی شقیں منظور کی گئیں، abstain کرنے والوں کی تعداد 13 رہی، 75 ارکان نے حمایت کی۔ — [4, 136, 115, 272]
bqiya-number: 15 — [701, 685, 716, 698]
article-text: 1700 سے زائد افراد نے شرکت کی، 1998 کے بعد پہلی بار ایسا ہوا، 11 ماہ کے دوران 2024 میں 1796 مقدمات درج ہوئے، 2021 میں 75 فیصد کامیابی حاصل ہوئی، 2023-24 کے مالی سال میں 5 فیصد اضافہ ہوا، 3 ارب روپے مختص کیے گئے، 7 اور 8 نمبر کی شقیں منظور کی گئیں، abstain کرنے والوں کی تعداد 13 رہی، 75 ارکان نے حمایت کی۔ — [4, 470, 115, 607]
article-text: جس کی وجہ سے ملک بھر کے عوام مشکلات کا شکار ہیں، انہوں نے کہا کہ حکومت عوام کے مسائل حل کرنے میں ناکام ہو چکی ہے، کمپنی کے 41 فیصد حصص 2023 میں فروخت کیے گئے، 100 سے زائد افراد شامل تھے، 918 ارب روپے اور 670 ملین ڈالر کا خسارہ ہوا، عدالت نے فیصلہ محفوظ کر لیا، کمیٹی کے اجلاس میں معاملات زیر غور آئے، اور حکام نے مزید تحقیقات کا حکم دیا۔ صوبائی حکومت نے اس سلسلے میں اقدامات کا اعلان کیا ہے۔ — [804, 258, 911, 440]
article-text: عدالت نے درخواست پر فیصلہ سنا دیا، 17 ارکان کی منظوری سے قرارداد پاس ہوئی، 6 ماہ قید کی سزا سنائی گئی، 26 سال پرانا مقدمہ نمٹا دیا گیا، 14 ارب روپے کی ادائیگی کی گئی، 2024 اور 2025 کے اعداد و شمار جاری کیے گئے، 12 ملزمان گرفتار ہوئے، F-7 اسلام آباد میں کارروائی کی گئی، 8 اور 4 افراد زخمی ہوئے، 80 کروڑ روپے برآمد ہوئے، 13 فیصد کمی ہوئی، 1.2 اور 2.1 ارب روپے کا تخمینہ لگایا گیا، 10 اور 95 ارکان، SHO کو معطل کر دیا گیا، 18 مارچ کو اجلاس طلب کیا گیا، 2 اور 3 ملزمان فرار ہو گئے۔ — [120, 1198, 343, 1300]
article-text: جس کی وجہ سے ملک بھر کے عوام مشکلات کا شکار ہیں، انہوں نے کہا کہ حکومت عوام کے مسائل حل کرنے میں ناکام ہو چکی ہے، کمپنی کے 41 فیصد حصص 2023 میں فروخت کیے گئے، 100 سے زائد افراد شامل تھے، 918 ارب روپے اور 670 ملین ڈالر کا خسارہ ہوا، عدالت نے فیصلہ محفوظ کر لیا، کمیٹی کے اجلاس میں معاملات زیر غور آئے، اور حکام نے مزید تحقیقات کا حکم دیا۔ صوبائی حکومت نے اس سلسلے میں اقدامات کا اعلان کیا ہے۔ — [804, 1964, 911, 2147]
article-text: چیمپئن 03:51.80 ریکارڈ وقت کے ساتھ 1500 میٹر دوڑ جیت گئے، 2025 نومبر 9:15 بجے تقریب منعقد ہوئی، 3000 میٹر اسٹیپل چیز میں 9:45 اور 10,000 میٹر میں 8:15 کا وقت ریکارڈ کیا گیا، 265 کھلاڑیوں نے حصہ لیا، 2014 اور 276 مقابلوں کے بعد نتائج کا اعلان کیا گیا، 147 کلومیٹر کی دوڑ میں 16 ٹیموں نے حصہ لیا، 03:59.85 اور 04:00.57 کے اوقات رہے، 03:51.58 کا نیا ریکارڈ قائم ہوا۔ — [690, 1468, 800, 1627]
address-change-text: میں اپنی کمپنی میسرز ایف۔ کارپوریشن ایس اینڈ کمپنی C-1/1559 ملک یوسف بلاک B-1 سیکٹر 8 G-13/2 اسلام آباد کا ایڈریس تبدیل کر رہا ہوں جس کے بعد کمپنی کا نیا ایڈریس ISB-C-F ہوگا۔ — [804, 133, 911, 212]
bqiya-label: بقیہ — [66, 279, 112, 297]
bqiya-label: بقیہ — [408, 1720, 455, 1738]
article-text: پولیس نے مقدمہ درج کر کے تفتیش شروع کر دی، 25 افراد کو حراست میں لیا گیا، 27 نومبر کو سماعت ہوگی، 18 فیصد ٹیکس عائد کیا گیا، 314 ارب روپے کا بجٹ منظور ہوا، 15 فروری تک مہلت دی گئی، 1.5 ارب روپے جاری کیے گئے، 2 ماہ کے اندر رپورٹ طلب کر لی گئی، 29 اکتوبر کو اجلاس ہوا، (01) اور (02) نمبر کے احکامات جاری کیے گئے، 27 فیصد اضافہ ہوا۔ — [348, 493, 457, 641]
classified-label: کلاسیفائیڈ — [721, 68, 908, 104]
bqiya-number: 48 — [131, 380, 145, 393]
bqiya-label: بقیہ — [522, 579, 569, 597]
bqiya-box-51 — [121, 775, 341, 795]
bqiya-box-50 — [121, 641, 341, 661]
bqiya-label: بقیہ — [66, 781, 112, 799]
bqiya-box-8 — [805, 1726, 910, 1746]
masthead-banner — [0, 20, 913, 109]
bqiya-box-26 — [577, 826, 684, 846]
bqiya-label: بقیہ — [636, 1006, 683, 1024]
bqiya-number: 27 — [587, 1008, 602, 1021]
article-text: پولیس نے مقدمہ درج کر کے تفتیش شروع کر دی، 25 افراد کو حراست میں لیا گیا، 27 نومبر کو سماعت ہوگی، 18 فیصد ٹیکس عائد کیا گیا، 314 ارب روپے کا بجٹ منظور ہوا، 15 فروری تک مہلت دی گئی، 1.5 ارب روپے جاری کیے گئے، 2 ماہ کے اندر رپورٹ طلب کر لی گئی، 29 اکتوبر کو اجلاس ہوا، (01) اور (02) نمبر کے احکامات جاری کیے گئے، 27 فیصد اضافہ ہوا۔ — [348, 136, 457, 284]
bqiya-number: 50 — [131, 645, 145, 658]
article-text: چیمپئن 03:51.80 ریکارڈ وقت کے ساتھ 1500 میٹر دوڑ جیت گئے، 2025 نومبر 9:15 بجے تقریب منعقد ہوئی، 3000 میٹر اسٹیپل چیز میں 9:45 اور 10,000 میٹر میں 8:15 کا وقت ریکارڈ کیا گیا، 265 کھلاڑیوں نے حصہ لیا، 2014 اور 276 مقابلوں کے بعد نتائج کا اعلان کیا گیا، 147 کلومیٹر کی دوڑ میں 16 ٹیموں نے حصہ لیا، 03:59.85 اور 04:00.57 کے اوقات رہے، 03:51.58 کا نیا ریکارڈ قائم ہوا۔ — [690, 897, 800, 1056]
article-text: انہوں نے کہا کہ ملک کی معیشت بہتری کی جانب گامزن ہے، حکومت نے عوام کو ریلیف دینے کے لیے متعدد اقدامات کیے ہیں، 2 ارب روپے کے منصوبے مکمل کیے گئے، 40 فیصد اضافہ ریکارڈ کیا گیا، 18 ارکان نے قرارداد پیش کی، 1 لاکھ افراد مستفید ہوں گے، اجلاس میں اہم فیصلے کیے گئے اور کمیٹی تشکیل دی گئی۔ — [462, 136, 572, 260]
bqiya-number: 47 — [131, 247, 145, 259]
bqiya-box-11 — [805, 2366, 910, 2386]
bqiya-number: 58 — [15, 449, 29, 461]
column-3-body — [573, 111, 688, 1359]
bqiya-label: بقیہ — [636, 1184, 683, 1202]
article-text: انہوں نے کہا کہ ملک کی معیشت بہتری کی جانب گامزن ہے، حکومت نے عوام کو ریلیف دینے کے لیے متعدد اقدامات کیے ہیں، 2 ارب روپے کے منصوبے مکمل کیے گئے، 40 فیصد اضافہ ریکارڈ کیا گیا، 18 ارکان نے قرارداد پیش کی، 1 لاکھ افراد مستفید ہوں گے، اجلاس میں اہم فیصلے کیے گئے اور کمیٹی تشکیل دی گئی۔ — [462, 603, 572, 728]
article-text: اجلاس میں 40 فیصد ارکان نے شرکت کی، 0-1 کے فرق سے مقابلہ ختم ہوا، 21 سال کی عمر کے کھلاڑیوں کو موقع دیا گیا، 50 لاکھ روپے کا انعام دیا جائے گا، 165 ممالک کے نمائندے شریک ہوئے، 19 نومبر کو اجلاس ہوگا، 11 ارکان نے حمایت کی، 2026 کے لیے منصوبہ بندی کی گئی، 12 افراد زخمی ہوئے، 60 کلومیٹر کا فاصلہ طے کیا گیا، 46 افراد کو گرفتار کیا گیا۔ — [576, 493, 686, 641]
footer-date-1: 20-11-2025 — [5, 1113, 58, 1123]
article-text: عدالت نے درخواست پر فیصلہ سنا دیا، 17 ارکان کی منظوری سے قرارداد پاس ہوئی، 6 ماہ قید کی سزا سنائی گئی، 26 سال پرانا مقدمہ نمٹا دیا گیا، 14 ارب روپے کی ادائیگی کی گئی، 2024 اور 2025 کے اعداد و شمار جاری کیے گئے، 12 ملزمان گرفتار ہوئے، F-7 اسلام آباد میں کارروائی کی گئی، 8 اور 4 افراد زخمی ہوئے، 80 کروڑ روپے برآمد ہوئے، 13 فیصد کمی ہوئی، 1.2 اور 2.1 ارب روپے کا تخمینہ لگایا گیا، 10 اور 95 ارکان، SHO کو معطل کر دیا گیا، 18 مارچ کو اجلاس طلب کیا گیا، 2 اور 3 ملزمان فرار ہو گئے۔ — [120, 799, 343, 902]
bqiya-number: 35 — [473, 1049, 488, 1061]
bqiya-label: بقیہ — [863, 2153, 909, 2171]
column-7-body — [1, 111, 117, 1112]
bqiya-label: بقیہ — [863, 873, 909, 892]
article-text: چیمپئن 03:51.80 ریکارڈ وقت کے ساتھ 1500 میٹر دوڑ جیت گئے، 2025 نومبر 9:15 بجے تقریب منعقد ہوئی، 3000 میٹر اسٹیپل چیز میں 9:45 اور 10,000 میٹر میں 8:15 کا وقت ریکارڈ کیا گیا، 265 کھلاڑیوں نے حصہ لیا، 2014 اور 276 مقابلوں کے بعد نتائج کا اعلان کیا گیا، 147 کلومیٹر کی دوڑ میں 16 ٹیموں نے حصہ لیا، 03:59.85 اور 04:00.57 کے اوقات رہے، 03:51.58 کا نیا ریکارڈ قائم ہوا۔ — [690, 326, 800, 486]
bqiya-box-57 — [5, 278, 113, 298]
article-text: 1700 سے زائد افراد نے شرکت کی، 1998 کے بعد پہلی بار ایسا ہوا، 11 ماہ کے دوران 2024 میں 1796 مقدمات درج ہوئے، 2021 میں 75 فیصد کامیابی حاصل ہوئی، 2023-24 کے مالی سال میں 5 فیصد اضافہ ہوا، 3 ارب روپے مختص کیے گئے، 7 اور 8 نمبر کی شقیں منظور کی گئیں، abstain کرنے والوں کی تعداد 13 رہی، 75 ارکان نے حمایت کی۔ — [4, 805, 115, 942]
bqiya-number: 16 — [701, 875, 716, 888]
bqiya-label: بقیہ — [66, 613, 112, 631]
bqiya-box-47 — [121, 243, 341, 263]
article-text: چیمپئن 03:51.80 ریکارڈ وقت کے ساتھ 1500 میٹر دوڑ جیت گئے، 2025 نومبر 9:15 بجے تقریب منعقد ہوئی، 3000 میٹر اسٹیپل چیز میں 9:45 اور 10,000 میٹر میں 8:15 کا وقت ریکارڈ کیا گیا، 265 کھلاڑیوں نے حصہ لیا، 2014 اور 276 مقابلوں کے بعد نتائج کا اعلان کیا گیا، 147 کلومیٹر کی دوڑ میں 16 ٹیموں نے حصہ لیا، 03:59.85 اور 04:00.57 کے اوقات رہے، 03:51.58 کا نیا ریکارڈ قائم ہوا۔ — [690, 1087, 800, 1247]
bqiya-box-24 — [577, 468, 684, 488]
column-2-body — [688, 111, 802, 2011]
bqiya-label: بقیہ — [863, 660, 909, 679]
masthead-daily: Daily — [437, 23, 476, 40]
bqiya-label: بقیہ — [863, 1940, 909, 1958]
bqiya-label: بقیہ — [522, 734, 569, 753]
bqiya-label: بقیہ — [408, 1542, 455, 1560]
bqiya-box-21 — [691, 1823, 798, 1843]
